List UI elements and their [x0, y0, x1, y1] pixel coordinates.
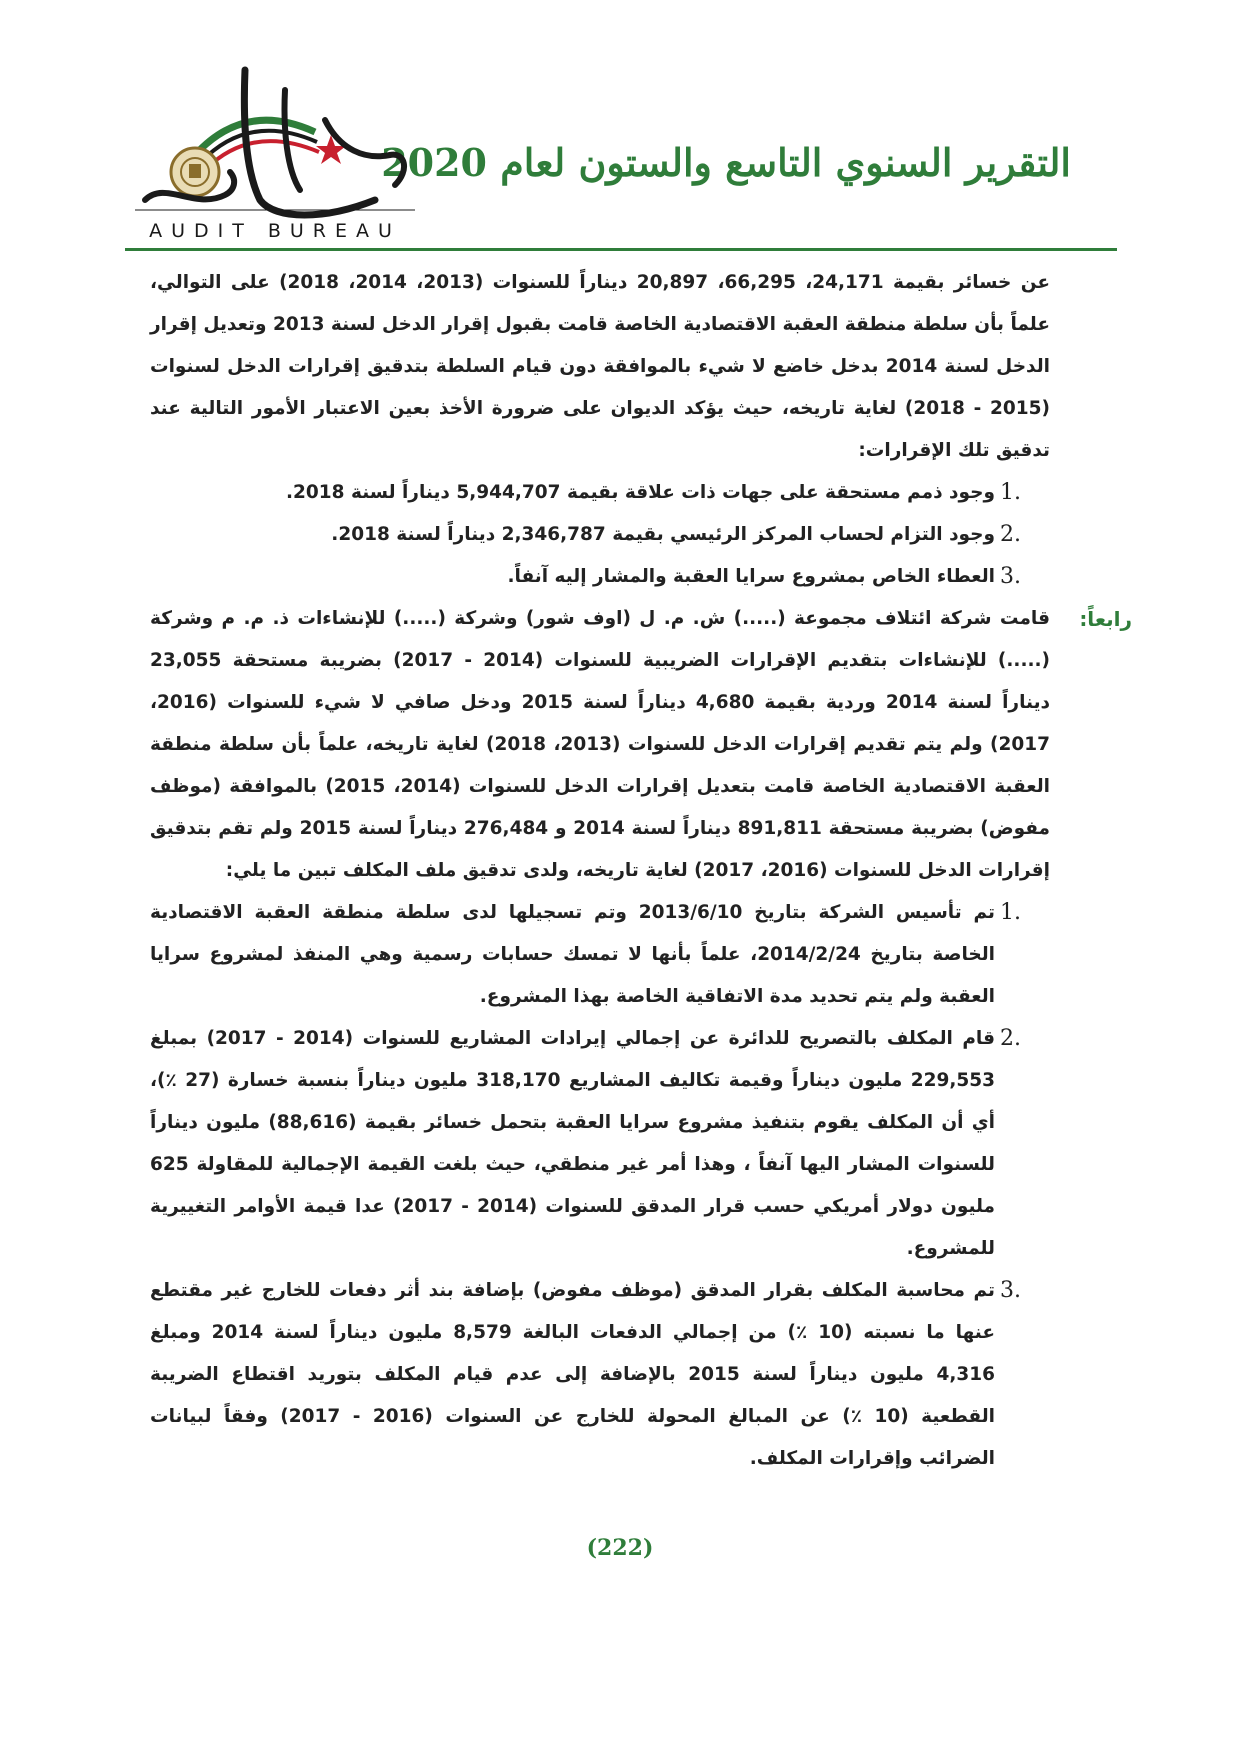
list-item-text: قام المكلف بالتصريح للدائرة عن إجمالي إيرادات المشاريع للسنوات (2014 - 2017) بمبلغ 229,553 مليون ديناراً وقيمة تكاليف المشاريع 318,170 مليون ديناراً بنسبة خسارة (27 ٪)، أي أن المكلف يقوم بتنفيذ مشروع سرايا العقبة بتحمل خسائر بقيمة (88,616) مليون ديناراً للسنوات المشار اليها آنفاً ، وهذا أمر غير منطقي، حيث بلغت القيمة الإجمالية للمقاولة 625 مليون دولار أمريكي حسب قرار المدقق للسنوات (2014 - 2017) عدا قيمة الأوامر التغييرية للمشروع.: [150, 1028, 996, 1259]
header-divider: [125, 248, 1117, 251]
intro-paragraph: عن خسائر بقيمة 24,171، 66,295، 20,897 ديناراً للسنوات (2013، 2014، 2018) على التوالي، علماً بأن سلطة منطقة العقبة الاقتصادية الخاصة قامت بقبول إقرار الدخل لسنة 2013 وتعديل إقرار الدخل لسنة 2014 بدخل خاضع لا شيء بالموافقة دون قيام السلطة بتدقيق إقرارات الدخل لسنوات (2015 - 2018) لغاية تاريخه، حيث يؤكد الديوان على ضرورة الأخذ بعين الاعتبار الأمور التالية عند تدقيق تلك الإقرارات:: [150, 272, 1051, 461]
logo-text: AUDIT BUREAU: [149, 220, 401, 242]
list-number: 3.: [1000, 1278, 1021, 1303]
audit-bureau-logo: [125, 60, 425, 250]
list-item: [150, 1270, 1050, 1480]
logo-graphic: [125, 60, 425, 230]
list-item-text: وجود ذمم مستحقة على جهات ذات علاقة بقيمة 5,944,707 ديناراً لسنة 2018.: [286, 482, 995, 503]
list-item: [150, 472, 1050, 514]
page-header: [0, 0, 1241, 260]
report-body: [150, 262, 1132, 1480]
list-number: 3.: [1000, 564, 1021, 589]
list-number: 2.: [1000, 522, 1021, 547]
section-label: رابعاً:: [1079, 607, 1132, 631]
list-number: 1.: [1000, 900, 1021, 925]
list-item-text: العطاء الخاص بمشروع سرايا العقبة والمشار إليه آنفاً.: [507, 566, 995, 587]
list-item: [150, 556, 1050, 598]
list-item-text: تم تأسيس الشركة بتاريخ 2013/6/10 وتم تسجيلها لدى سلطة منطقة العقبة الاقتصادية الخاصة بتاريخ 2014/2/24، علماً بأنها لا تمسك حسابات رسمية وهي المنفذ لمشروع سرايا العقبة ولم يتم تحديد مدة الاتفاقية الخاصة بهذا المشروع.: [150, 902, 996, 1007]
list-item: [150, 892, 1050, 1018]
list-item: [150, 1018, 1050, 1270]
page-number: (222): [586, 1535, 654, 1561]
list-item-text: وجود التزام لحساب المركز الرئيسي بقيمة 2,346,787 ديناراً لسنة 2018.: [331, 524, 995, 545]
section-paragraph: قامت شركة ائتلاف مجموعة (.....) ش. م. ل (اوف شور) وشركة (.....) للإنشاءات ذ. م. م وشركة (.....) للإنشاءات بتقديم الإقرارات الضريبية للسنوات (2014 - 2017) بضريبة مستحقة 23,055 ديناراً لسنة 2014 وردية بقيمة 4,680 ديناراً لسنة 2015 ودخل صافي لا شيء للسنوات (2016، 2017) ولم يتم تقديم إقرارات الدخل للسنوات (2013، 2018) لغاية تاريخه، علماً بأن سلطة منطقة العقبة الاقتصادية الخاصة قامت بتعديل إقرارات الدخل للسنوات (2014، 2015) بالموافقة (موظف مفوض) بضريبة مستحقة 891,811 ديناراً لسنة 2014 و 276,484 ديناراً لسنة 2015 ولم تقم بتدقيق إقرارات الدخل للسنوات (2016، 2017) لغاية تاريخه، ولدى تدقيق ملف المكلف تبين ما يلي:: [150, 608, 1051, 881]
list-item-text: تم محاسبة المكلف بقرار المدقق (موظف مفوض) بإضافة بند أثر دفعات للخارج غير مقتطع عنها ما نسبته (10 ٪) من إجمالي الدفعات البالغة 8,579 مليون ديناراً لسنة 2014 ومبلغ 4,316 مليون ديناراً لسنة 2015 بالإضافة إلى عدم قيام المكلف بتوريد اقتطاع الضريبة القطعية (10 ٪) عن المبالغ المحولة للخارج عن السنوات (2016 - 2017) وفقاً لبيانات الضرائب وإقرارات المكلف.: [150, 1280, 995, 1469]
report-title: التقرير السنوي التاسع والستون لعام 2020: [381, 140, 1071, 185]
list-number: 1.: [1000, 480, 1021, 505]
section-fourth: [150, 598, 1132, 892]
list-number: 2.: [1000, 1026, 1021, 1051]
list-item: [150, 514, 1050, 556]
